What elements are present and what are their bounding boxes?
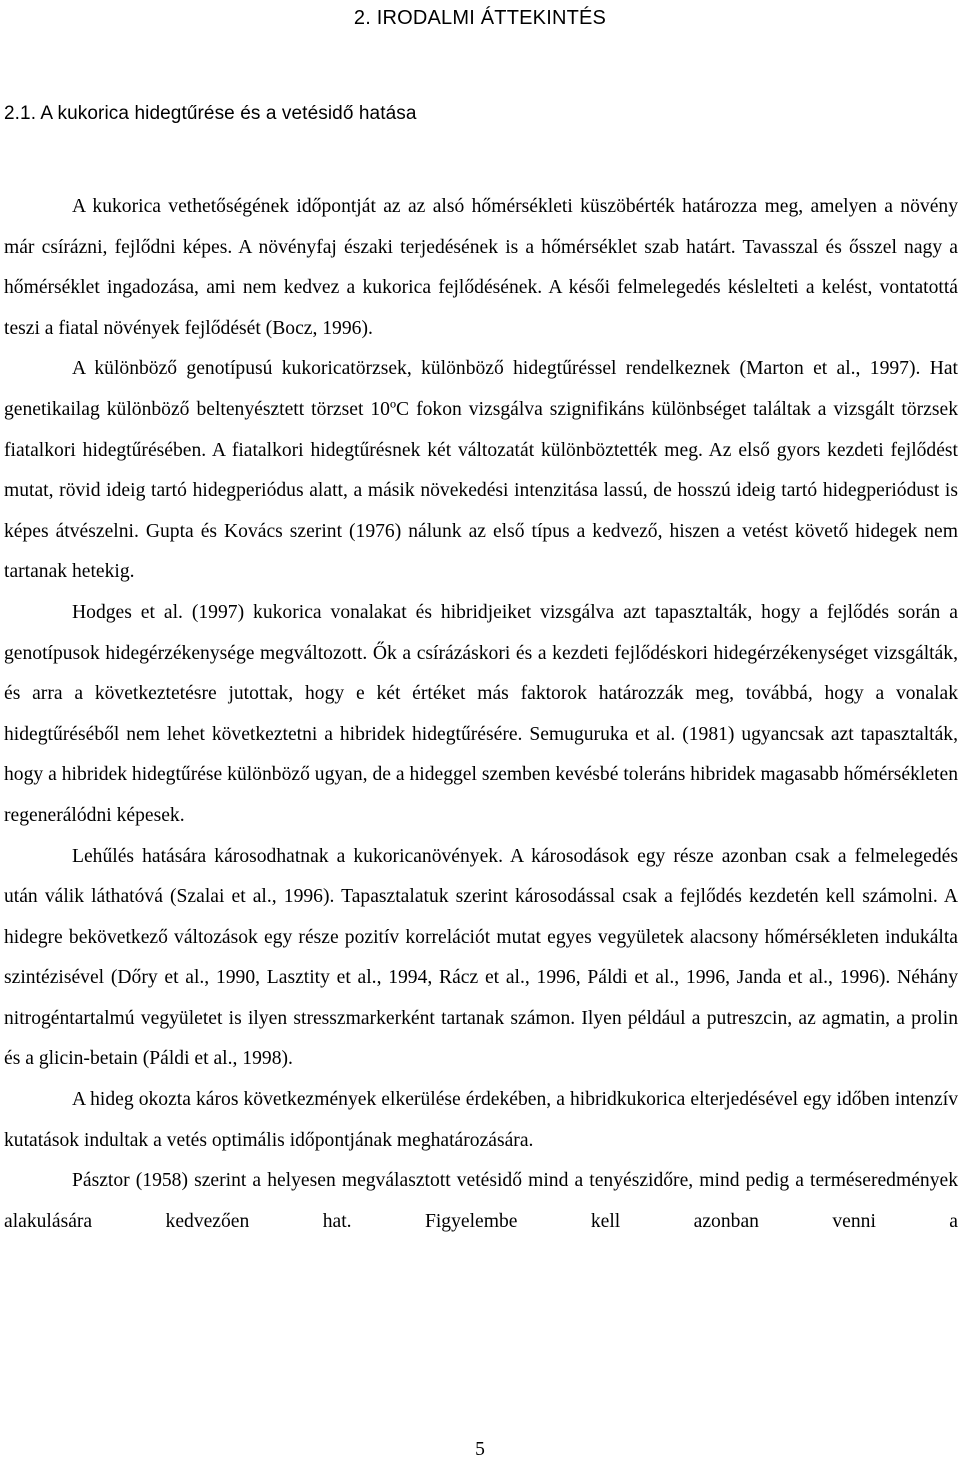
paragraph-hodges: Hodges et al. (1997) kukorica vonalakat és hibridjeiket vizsgálva azt tapasztalták, hogy a fejlődés során a genotípusok hidegérzékenysége megváltozott. Ők a csírázáskori és a kezdeti fejlődéskori hidegérzékenységet vizsgálták, és arra a következtetésre jutottak, hogy e két értéket más faktorok határozzák meg, továbbá, hogy a vonalak hidegtűréséből nem lehet következtetni a hibridek hidegtűrésére. Semuguruka et al. (1981) ugyancsak azt tapasztalták, hogy a hibridek hidegtűrése különböző ugyan, de a hideggel szemben kevésbé toleráns hibridek magasabb hőmérsékleten regenerálódni képesek. (4, 601, 958, 826)
paragraph-vethetoseg: A kukorica vethetőségének időpontját az az alsó hőmérsékleti küszöbérték határozza meg, amelyen a növény már csírázni, fejlődni képes. A növényfaj északi terjedésének is a hőmérséklet szab határt. Tavasszal és ősszel nagy a hőmérséklet ingadozása, ami nem kedvez a kukorica fejlődésének. A késői felmelegedés késlelteti a kelést, vontatottá teszi a fiatal növények fejlődését (Bocz, 1996). (4, 196, 958, 339)
page-number: 5 (475, 1439, 485, 1460)
paragraph-pasztor: Pásztor (1958) szerint a helyesen megválasztott vetésidő mind a tenyészidőre, mind pedig a terméseredmények alakulására kedvezően hat. Figyelembe kell azonban venni a (4, 1170, 958, 1232)
paragraph-lehules: Lehűlés hatására károsodhatnak a kukoricanövények. A károsodások egy része azonban csak a felmelegedés után válik láthatóvá (Szalai et al., 1996). Tapasztalatuk szerint károsodással csak a fejlődés kezdetén kell számolni. A hidegre bekövetkező változások egy része pozitív korrelációt mutat egyes vegyületek alacsony hőmérsékleten indukálta szintézisével (Dőry et al., 1990, Lasztity et al., 1994, Rácz et al., 1996, Páldi et al., 1996, Janda et al., 1996). Néhány nitrogéntartalmú vegyületet is ilyen stresszmarkerként tartanak számon. Ilyen például a putreszcin, az agmatin, a prolin és a glicin-betain (Páldi et al., 1998). (4, 845, 958, 1070)
body-text (4, 187, 958, 1242)
paragraph-genotipusok: A különböző genotípusú kukoricatörzsek, különböző hidegtűréssel rendelkeznek (Marton et al., 1997). Hat genetikailag különböző beltenyésztett törzset 10ºC fokon vizsgálva szignifikáns különbséget találtak a vizsgált törzsek fiatalkori hidegtűrésében. A fiatalkori hidegtűrésnek két változatát különböztették meg. Az első gyors kezdeti fejlődést mutat, rövid ideig tartó hidegperiódus alatt, a másik növekedési intenzitása lassú, de hosszú ideig tartó hidegperiódust is képes átvészelni. Gupta és Kovács szerint (1976) nálunk az első típus a kedvező, hiszen a vetést követő hidegek nem tartanak hetekig. (4, 358, 958, 583)
paragraph-kutatasok: A hideg okozta káros következmények elkerülése érdekében, a hibridkukorica elterjedésével egy időben intenzív kutatások indultak a vetés optimális időpontjának meghatározására. (4, 1089, 958, 1151)
chapter-title: 2. IRODALMI ÁTTEKINTÉS (353, 7, 607, 29)
section-title: 2.1. A kukorica hidegtűrése és a vetésidő hatása (4, 103, 417, 124)
